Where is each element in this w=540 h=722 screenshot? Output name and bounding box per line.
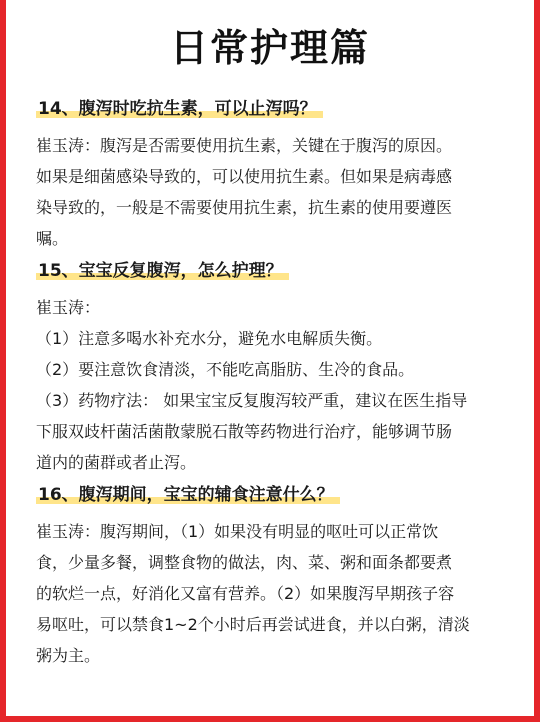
answer-line: 如果是细菌感染导致的，可以使用抗生素。但如果是病毒感: [36, 167, 453, 186]
question-heading: 15、宝宝反复腹泻，怎么护理？: [36, 260, 289, 282]
question-heading: 16、腹泻期间，宝宝的辅食注意什么？: [36, 484, 340, 506]
section-16: [36, 484, 520, 671]
answer-line: 的软烂一点，好消化又富有营养。（2）如果腹泻早期孩子容: [36, 584, 455, 603]
answer-line: 道内的菌群或者止泻。: [36, 453, 197, 472]
answer-line: 崔玉涛：腹泻是否需要使用抗生素，关键在于腹泻的原因。: [36, 136, 453, 155]
question-heading: 14、腹泻时吃抗生素，可以止泻吗？: [36, 98, 323, 120]
answer-line: （2）要注意饮食清淡，不能吃高脂肪、生冷的食品。: [36, 360, 415, 379]
section-15: [36, 260, 520, 478]
answer-line: 下服双歧杆菌活菌散蒙脱石散等药物进行治疗，能够调节肠: [36, 422, 453, 441]
answer-line: 易呕吐，可以禁食1~2个小时后再尝试进食，并以白粥，清淡: [36, 615, 470, 634]
answer-line: （3）药物疗法： 如果宝宝反复腹泻较严重，建议在医生指导: [36, 391, 468, 410]
answer-line: （1）注意多喝水补充水分，避免水电解质失衡。: [36, 329, 383, 348]
answer-line: 崔玉涛：: [36, 298, 101, 317]
answer-line: 食，少量多餐，调整食物的做法，肉、菜、粥和面条都要煮: [36, 553, 453, 572]
answer-line: 崔玉涛：腹泻期间，（1）如果没有明显的呕吐可以正常饮: [36, 522, 439, 541]
section-14: [36, 98, 520, 254]
answer-line: 染导致的，一般是不需要使用抗生素，抗生素的使用要遵医: [36, 198, 453, 217]
answer-line: 嘱。: [36, 229, 69, 248]
article-content: [36, 98, 520, 671]
answer-line: 粥为主。: [36, 646, 101, 665]
page-title: 日常护理篇: [169, 26, 370, 70]
